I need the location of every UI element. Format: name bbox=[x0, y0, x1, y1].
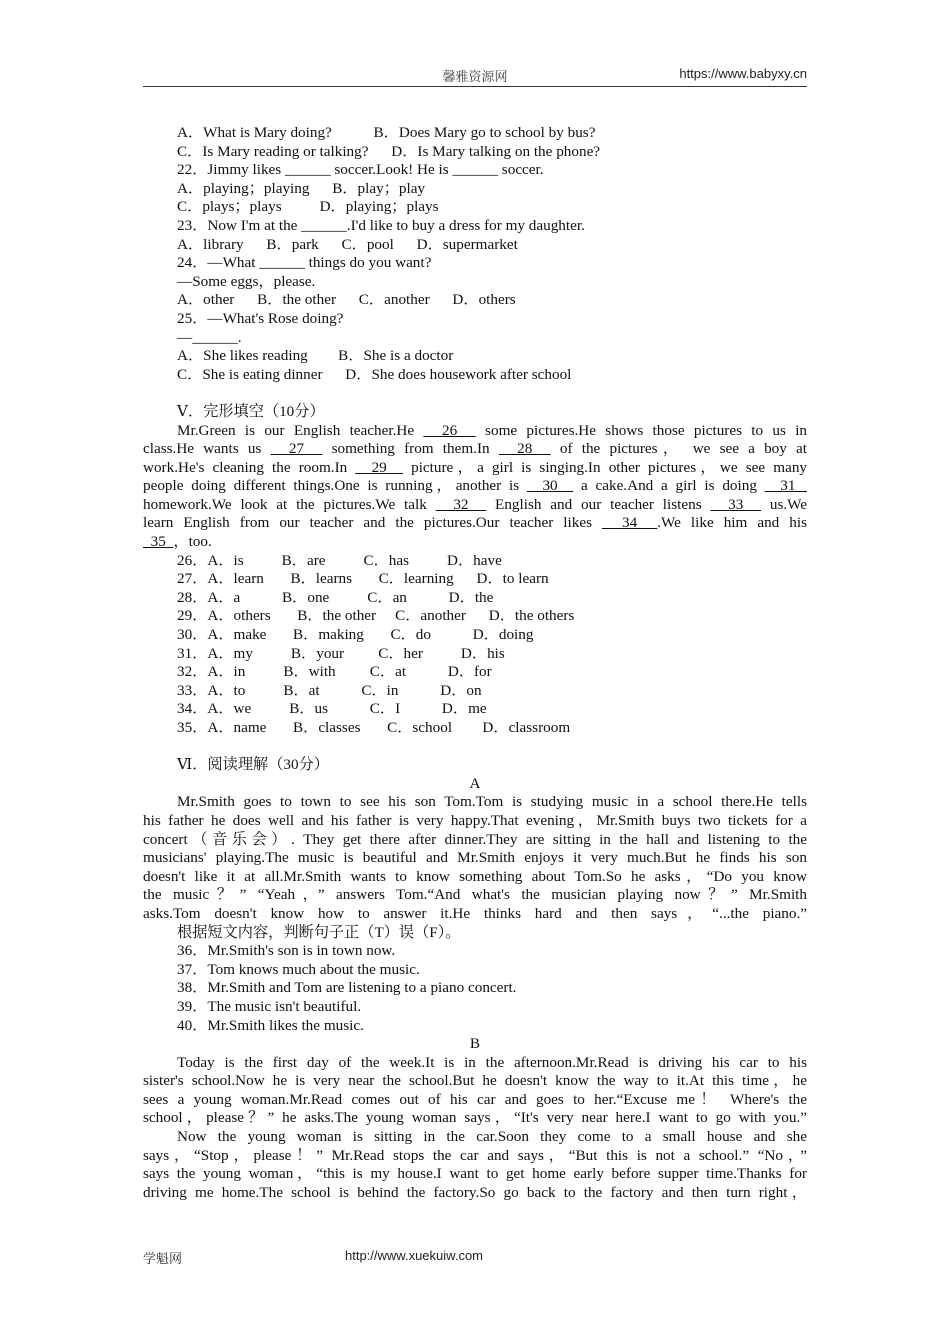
passage-line: Mr.Smith goes to town to see his son Tom.Tom is studying music in a school there.He tells bbox=[177, 793, 807, 811]
passage-a-label: A bbox=[469, 774, 481, 792]
footer-site-name: 学魁网 bbox=[143, 1251, 183, 1266]
question-line: 23．Now I'm at the ______.I'd like to buy a dress for my daughter. bbox=[177, 216, 585, 234]
cloze-section bbox=[143, 403, 807, 738]
cloze-blank: 33 bbox=[710, 495, 762, 513]
cloze-passage bbox=[143, 422, 807, 552]
question-line: A．other B．the other C．another D．others bbox=[177, 291, 516, 309]
passage-line: Today is the first day of the week.It is in the afternoon.Mr.Read is driving his car to his bbox=[177, 1053, 807, 1071]
cloze-passage-line bbox=[143, 459, 807, 478]
passage-line: doesn't like it at all.Mr.Smith wants to know something about Tom.So he asks，“Do you know bbox=[143, 867, 807, 885]
cloze-option-line: 28．A．a B．one C．an D．the bbox=[177, 588, 494, 606]
cloze-option-line: 27．A．learn B．learns C．learning D．to learn bbox=[177, 570, 549, 588]
cloze-option-line: 34．A．we B．us C．I D．me bbox=[177, 700, 487, 718]
header-url: https://www.babyxy.cn bbox=[679, 66, 807, 81]
cloze-option-line: 30．A．make B．making C．do D．doing bbox=[177, 626, 534, 644]
header-site-name: 馨雅资源网 bbox=[442, 69, 508, 84]
cloze-option-line: 26．A．is B．are C．has D．have bbox=[177, 551, 502, 569]
cloze-option-line: 35．A．name B．classes C．school D．classroom bbox=[177, 719, 571, 736]
cloze-blank: 29 bbox=[355, 458, 403, 476]
cloze-passage-line bbox=[143, 514, 807, 533]
passage-line: musicians' playing.The music is beautiful and Mr.Smith enjoys it very much.But he finds his son bbox=[143, 849, 807, 867]
page-content bbox=[143, 124, 807, 1202]
footer-url: http://www.xuekuiw.com bbox=[345, 1248, 483, 1263]
statement-line: 39．The music isn't beautiful. bbox=[177, 997, 362, 1015]
statement-line: 38．Mr.Smith and Tom are listening to a piano concert. bbox=[177, 979, 517, 997]
question-line: 25．—What's Rose doing? bbox=[177, 309, 344, 327]
reading-section bbox=[143, 756, 807, 1202]
question-line: C．Is Mary reading or talking? D．Is Mary talking on the phone? bbox=[177, 142, 601, 160]
cloze-blank: 27 bbox=[270, 440, 323, 458]
cloze-text: class.He wants us bbox=[143, 440, 271, 458]
cloze-blank: 26 bbox=[423, 421, 476, 439]
cloze-passage-line bbox=[143, 440, 807, 459]
cloze-blank: 34 bbox=[602, 514, 658, 532]
cloze-text: a cake.And a girl is doing bbox=[573, 477, 765, 495]
cloze-text: English and our teacher listens bbox=[486, 495, 711, 513]
passage-line: driving me home.The school is behind the factory.So go back to the factory and then turn right， bbox=[143, 1183, 807, 1201]
question-line: A．She likes reading B．She is a doctor bbox=[177, 347, 454, 365]
cloze-passage-line bbox=[143, 422, 807, 441]
question-line: —______. bbox=[177, 328, 242, 346]
cloze-text: something from them.In bbox=[322, 440, 499, 458]
cloze-passage-line bbox=[143, 477, 807, 496]
multiple-choice-section bbox=[143, 124, 807, 384]
section-heading: Ⅵ．阅读理解（30分） bbox=[177, 756, 329, 774]
cloze-option-line: 31．A．my B．your C．her D．his bbox=[177, 644, 505, 662]
cloze-passage-line bbox=[143, 496, 807, 515]
cloze-text: some pictures.He shows those pictures to us in bbox=[475, 421, 808, 439]
question-line: 22．Jimmy likes ______ soccer.Look! He is ______ soccer. bbox=[177, 161, 544, 179]
passage-line: the music？” “Yeah，” answers Tom.“And what's the musician playing now？” Mr.Smith bbox=[143, 886, 807, 904]
passage-line: school，please？” he asks.The young woman says，“It's very near here.I want to go with you.” bbox=[143, 1109, 807, 1127]
question-line: A．library B．park C．pool D．supermarket bbox=[177, 235, 518, 253]
question-line: 24．—What ______ things do you want? bbox=[177, 254, 432, 272]
cloze-blank: 32 bbox=[435, 495, 487, 513]
passage-line: Now the young woman is sitting in the car.Soon they come to a small house and she bbox=[177, 1128, 807, 1146]
passage-line: sister's school.Now he is very near the school.But he doesn't know the way to it.At this time，he bbox=[143, 1072, 807, 1090]
statement-line: 40．Mr.Smith likes the music. bbox=[177, 1016, 364, 1034]
passage-line: his father he does well and his father is very happy.That evening，Mr.Smith buys two tickets for a bbox=[143, 811, 807, 829]
cloze-option-line: 32．A．in B．with C．at D．for bbox=[177, 663, 492, 681]
passage-line: concert（音乐会）. They get there after dinner.They are sitting in the hall and listening to the bbox=[143, 830, 807, 848]
cloze-text: picture，a girl is singing.In other pictures，we see many bbox=[403, 458, 808, 476]
section-heading: Ⅴ．完形填空（10分） bbox=[177, 402, 325, 420]
cloze-blank: 30 bbox=[526, 477, 574, 495]
page-header bbox=[143, 64, 807, 87]
cloze-option-line: 33．A．to B．at C．in D．on bbox=[177, 681, 482, 699]
cloze-text: us.We bbox=[761, 495, 808, 513]
cloze-text: work.He's cleaning the room.In bbox=[143, 458, 356, 476]
question-line: A．playing；playing B．play；play bbox=[177, 179, 426, 197]
statement-line: 37．Tom knows much about the music. bbox=[177, 960, 420, 978]
passage-line: sees a young woman.Mr.Read comes out of his car and goes to her.“Excuse me！ Where's the bbox=[143, 1090, 807, 1108]
cloze-blank: 31 bbox=[764, 477, 807, 495]
question-line: C．She is eating dinner D．She does housework after school bbox=[177, 365, 572, 383]
cloze-blank: 28 bbox=[498, 440, 551, 458]
cloze-passage-line bbox=[143, 533, 807, 552]
cloze-text: homework.We look at the pictures.We talk bbox=[143, 495, 436, 513]
cloze-text: of the pictures， we see a boy at bbox=[550, 440, 808, 458]
cloze-text: .We like him and his bbox=[657, 514, 808, 532]
passage-b-label: B bbox=[469, 1035, 481, 1053]
passage-line: asks.Tom doesn't know how to answer it.He thinks hard and then says，“...the piano.” bbox=[143, 904, 807, 922]
question-line: —Some eggs，please. bbox=[177, 272, 316, 290]
cloze-option-line: 29．A．others B．the other C．another D．the others bbox=[177, 607, 575, 625]
cloze-text: learn English from our teacher and the pictures.Our teacher likes bbox=[143, 514, 602, 532]
cloze-text: ，too. bbox=[173, 533, 212, 551]
question-line: C．plays；plays D．playing；plays bbox=[177, 198, 439, 216]
cloze-blank: 35 bbox=[143, 533, 174, 551]
cloze-text: people doing different things.One is running，another is bbox=[143, 477, 527, 495]
question-line: A．What is Mary doing? B．Does Mary go to school by bus? bbox=[177, 124, 596, 141]
statement-line: 36．Mr.Smith's son is in town now. bbox=[177, 942, 396, 960]
passage-line: says，“Stop，please！” Mr.Read stops the car and says，“But this is not a school.” “No，” bbox=[143, 1146, 807, 1164]
instruction-line: 根据短文内容，判断句子正（T）误（F）。 bbox=[177, 923, 461, 941]
cloze-text: Mr.Green is our English teacher.He bbox=[177, 421, 424, 439]
passage-line: says the young woman，“this is my house.I want to get home early before supper time.Thanks for bbox=[143, 1165, 807, 1183]
